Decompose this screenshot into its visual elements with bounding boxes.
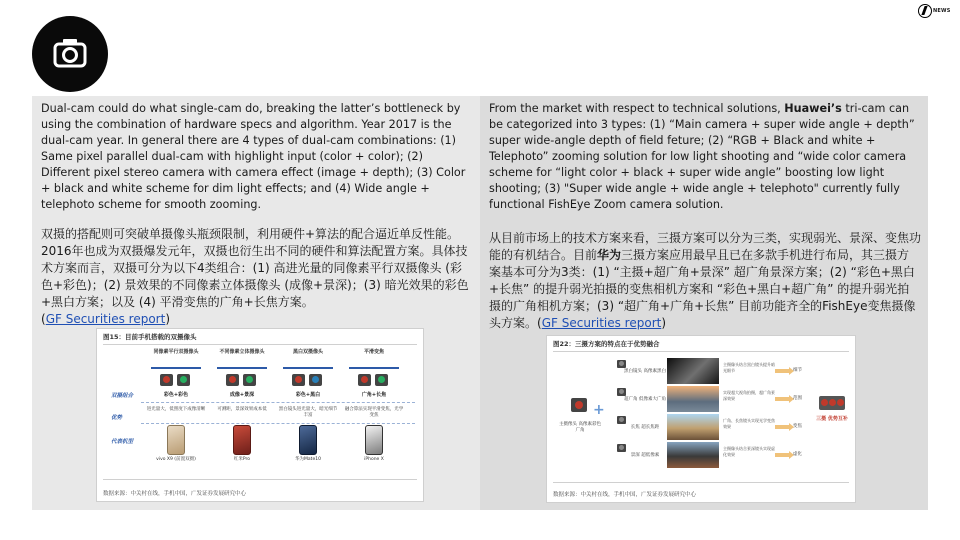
row-out-1: 细节 xyxy=(793,368,802,373)
type-label-1: 彩色+彩色 xyxy=(163,392,189,398)
figure-22-title: 图22：三摄方案的特点在于优势融合 xyxy=(553,340,660,348)
row-label-4: 景深 超低像素 xyxy=(630,453,660,458)
figure-15-title: 图15：目前手机搭载的双摄像头 xyxy=(103,333,197,341)
sensor-icon xyxy=(375,374,388,386)
row-label-1: 黑白镜头 高像素黑白 xyxy=(624,369,666,374)
dual-cam-english-text: Dual-cam could do what single-cam do, breaking the latter’s bottleneck by using the combination of hardware specs and algorithm. Year 2017 is the dual-cam year. In general there are 4 types of dual-cam combinations: (1) Same pixel parallel dual-cam with highlight input (color + color); (2) Different pixel stereo camera with camera effect (image + depth); (3) Color + black and white scheme for dim light effects; and (4) Wide angle + telephoto scheme for smooth zooming. xyxy=(41,102,466,211)
lightning-bolt-icon xyxy=(918,4,932,18)
figure-dual-cam xyxy=(96,328,424,502)
lens-icon xyxy=(617,360,626,368)
photo-3 xyxy=(667,414,719,440)
main-camera-icon xyxy=(571,398,587,412)
news-logo-text: NEWS xyxy=(933,8,951,14)
dual-cam-chinese-text: 双摄的搭配则可突破单摄像头瓶颈限制，利用硬件+算法的配合逼近单反性能。2016年也成为双摄爆发元年，双摄也衍生出不同的硬件和算法配置方案。具体技术方案而言，双摄可分为以下4类组合：(1) 高进光量的同像素平行双摄像头 (彩色+彩色)；(2) 景效果的不同像素立体摄像头 (成像+景深)；(3) 暗光效果的彩色+黑白方案；以及 (4) 平滑变焦的广角+长焦方案。 (GF Securities report) xyxy=(41,227,469,326)
row-divider xyxy=(141,402,415,403)
arrow-icon xyxy=(775,369,789,373)
arrow-icon xyxy=(775,425,789,429)
sensor-icon xyxy=(243,374,256,386)
phone-name-1: vivo X9 (前置双摄) xyxy=(156,457,196,462)
row-out-3: 变焦 xyxy=(793,424,802,429)
tri-camera-label: 三摄 优势互补 xyxy=(816,416,848,422)
type-label-3: 彩色+黑白 xyxy=(295,392,321,398)
desc-2: 可测距，景深效果成本低 xyxy=(217,407,267,412)
sensor-icon xyxy=(226,374,239,386)
lens-icon xyxy=(617,388,626,396)
phone-image-mate10 xyxy=(299,425,317,455)
tri-cam-english-text: From the market with respect to technical solutions, Huawei’s tri-cam can be categorized into 3 types: (1) “Main camera + super wide angle + depth” super wide-angle depth of field feture; (2) “RGB + Black and white + Telephoto” zooming solution for low light shooting and “wide color camera scheme for “light color + black + super wide angle” boosting low light shooting; (3) "Super wide angle + wide angle + telephoto" currently fully functional FishEye Zoom camera solution. xyxy=(489,102,915,211)
col-head-3: 黑白双摄像头 xyxy=(292,349,323,355)
phone-image-vivo xyxy=(167,425,185,455)
tri-camera-icon xyxy=(819,396,845,410)
lens-icon xyxy=(617,444,626,452)
huawei-bold: Huawei’s xyxy=(784,102,842,115)
row-desc-2: 实现超大视角拍摄，超广角景深效果 xyxy=(723,390,775,401)
photo-1 xyxy=(667,358,719,384)
col-head-1: 同像素平行双摄像头 xyxy=(153,349,199,355)
gf-securities-link-right[interactable]: GF Securities report xyxy=(541,316,662,330)
figure-tri-cam xyxy=(546,335,856,503)
camera-icon xyxy=(32,16,108,92)
photo-2 xyxy=(667,386,719,412)
row-out-2: 范围 xyxy=(793,396,802,401)
phone-name-3: 华为Mate10 xyxy=(295,457,321,462)
sensor-icon xyxy=(292,374,305,386)
col-bar-4 xyxy=(349,367,399,369)
phone-name-2: 红米Pro xyxy=(233,457,251,462)
main-camera-label: 主摄像头 高像素彩色广角 xyxy=(559,422,601,433)
lens-icon xyxy=(617,416,626,424)
row-label-combo: 双摄组合 xyxy=(111,393,134,399)
sensor-icon xyxy=(358,374,371,386)
arrow-icon xyxy=(775,453,789,457)
phone-image-iphonex xyxy=(365,425,383,455)
row-out-4: 虚化 xyxy=(793,452,802,457)
huawei-zh-bold: 华为 xyxy=(597,248,622,262)
figure-22-source: 数据来源：中关村在线，手机中国，广发证券发展研究中心 xyxy=(553,492,697,498)
sensor-icon xyxy=(309,374,322,386)
row-desc-4: 主摄像头结合景深镜头实现虚化效果 xyxy=(723,446,775,457)
phone-image-redmi xyxy=(233,425,251,455)
row-label-model: 代表机型 xyxy=(111,439,134,445)
row-label-advantage: 优势 xyxy=(111,415,123,421)
col-bar-3 xyxy=(283,367,333,369)
figure-22-top-rule xyxy=(553,351,849,352)
figure-15-source: 数据来源：中关村在线，手机中国，广发证券发展研究中心 xyxy=(103,491,247,497)
row-label-2: 超广角 低像素大广角 xyxy=(624,397,666,402)
photo-4 xyxy=(667,442,719,468)
row-divider xyxy=(141,423,415,424)
figure-15-top-rule xyxy=(103,344,417,345)
row-label-3: 长焦 超长焦距 xyxy=(630,425,660,430)
sensor-icon xyxy=(177,374,190,386)
type-label-2: 成像+景深 xyxy=(229,392,255,398)
figure-22-bottom-rule xyxy=(553,482,849,483)
row-desc-1: 主摄像头结合黑白镜头提升暗光细节 xyxy=(723,362,775,373)
phone-name-4: iPhone X xyxy=(364,457,384,462)
desc-3: 黑白镜头进光量大，暗光细节丰富 xyxy=(278,407,338,418)
desc-1: 进光量大，低照度下成像清晰 xyxy=(146,407,206,412)
row-desc-3: 广角、长焦镜头实现光学变焦效果 xyxy=(723,418,775,429)
plus-icon: + xyxy=(593,402,605,418)
gf-securities-link-left[interactable]: GF Securities report xyxy=(45,312,166,326)
sensor-icon xyxy=(160,374,173,386)
camera-badge xyxy=(32,16,108,92)
figure-15-bottom-rule xyxy=(103,479,417,480)
tri-cam-chinese-text: 从目前市场上的技术方案来看，三摄方案可以分为三类，实现弱光、景深、变焦功能的有机结合。目前华为三摄方案应用最早且已在多款手机进行布局，其三摄方案基本可分为3类：(1) “主摄+超广角+景深” 超广角景深方案；(2) “彩色+黑白+长焦” 的提升弱光拍摄的变焦相机方案和 “彩色+黑白+超广角” 的提升弱光拍摄的广角相机方案；(3) “超广角+广角+长焦” 目前功能齐全的FishEye变焦摄像头方案。(GF Securities report) xyxy=(489,231,922,330)
type-label-4: 广角+长焦 xyxy=(361,392,387,398)
arrow-icon xyxy=(775,397,789,401)
col-bar-2 xyxy=(217,367,267,369)
col-head-2: 不同像素立体摄像头 xyxy=(219,349,265,355)
col-head-4: 平滑变焦 xyxy=(363,349,384,355)
desc-4: 融合算法实现平滑变焦，光学变焦 xyxy=(344,407,404,418)
news-logo xyxy=(918,4,958,20)
col-bar-1 xyxy=(151,367,201,369)
